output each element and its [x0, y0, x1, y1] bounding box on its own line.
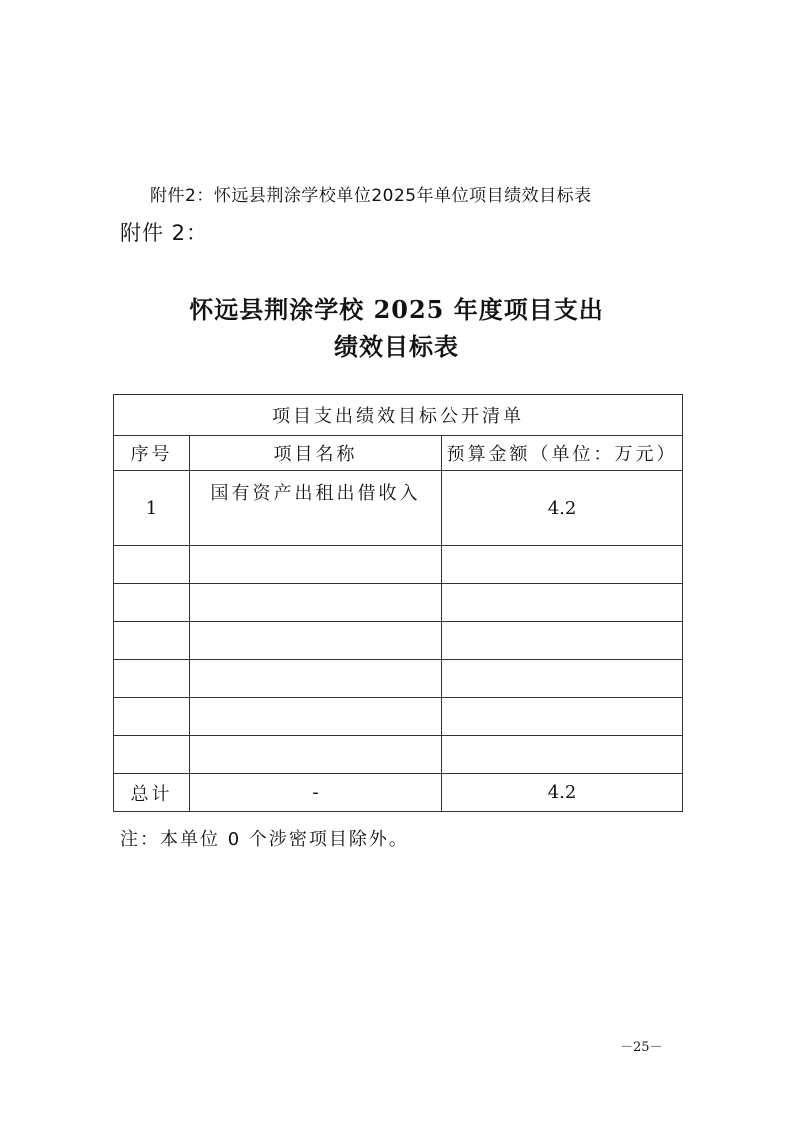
document-header-line: 附件2：怀远县荆涂学校单位2025年单位项目绩效目标表	[150, 186, 592, 206]
empty-cell	[114, 546, 190, 584]
page-number: －25－	[620, 1040, 663, 1055]
empty-cell	[114, 660, 190, 698]
table-row-empty	[114, 698, 683, 736]
row-project-name: 国有资产出租出借收入	[210, 483, 421, 504]
empty-cell	[114, 622, 190, 660]
empty-cell	[442, 584, 683, 622]
table-row	[114, 471, 683, 546]
table-caption: 项目支出绩效目标公开清单	[114, 395, 683, 436]
empty-cell	[442, 736, 683, 774]
table-row-empty	[114, 546, 683, 584]
header-project-name: 项目名称	[190, 436, 442, 471]
empty-cell	[190, 698, 442, 736]
empty-cell	[442, 698, 683, 736]
table-row-empty	[114, 736, 683, 774]
total-label: 总计	[114, 774, 190, 812]
header-budget-amount: 预算金额（单位：万元）	[442, 436, 683, 471]
empty-cell	[190, 546, 442, 584]
empty-cell	[190, 736, 442, 774]
document-title-line1: 怀远县荆涂学校 2025 年度项目支出	[189, 295, 604, 324]
total-name: -	[190, 774, 442, 812]
row-amount: 4.2	[442, 471, 683, 546]
document-title-line2: 绩效目标表	[334, 332, 459, 361]
total-amount: 4.2	[442, 774, 683, 812]
empty-cell	[114, 698, 190, 736]
empty-cell	[190, 584, 442, 622]
empty-cell	[114, 584, 190, 622]
footnote: 注：本单位 0 个涉密项目除外。	[120, 829, 409, 850]
performance-target-table	[113, 394, 683, 812]
table-total-row	[114, 774, 683, 812]
table-row-empty	[114, 584, 683, 622]
table-row-empty	[114, 622, 683, 660]
empty-cell	[190, 622, 442, 660]
empty-cell	[190, 660, 442, 698]
empty-cell	[114, 736, 190, 774]
attachment-label: 附件 2：	[120, 221, 209, 245]
row-seq: 1	[114, 471, 190, 546]
table-header-row	[114, 436, 683, 471]
header-seq: 序号	[114, 436, 190, 471]
empty-cell	[442, 622, 683, 660]
row-project-name-cell	[190, 471, 442, 546]
table-row-empty	[114, 660, 683, 698]
empty-cell	[442, 546, 683, 584]
table-caption-row	[114, 395, 683, 436]
empty-cell	[442, 660, 683, 698]
